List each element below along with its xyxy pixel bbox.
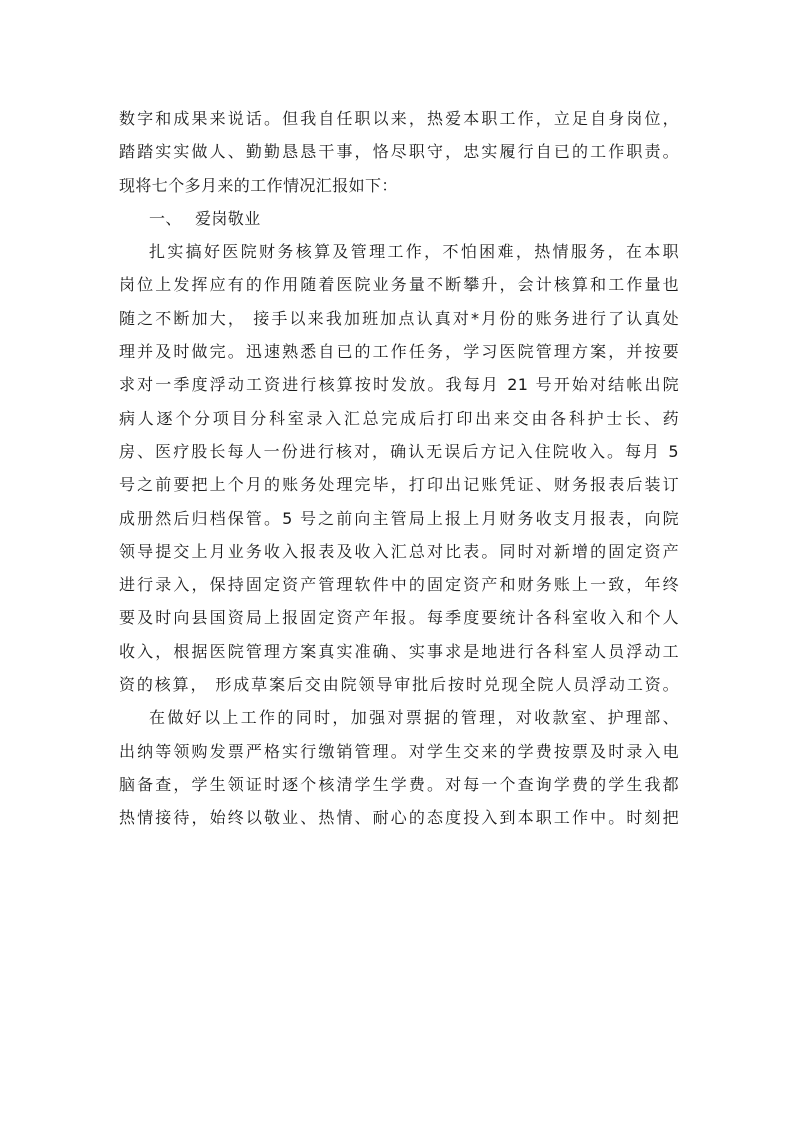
section-heading-number: 一、 — [149, 208, 182, 228]
text-line: 资的核算， 形成草案后交由院领导审批后按时兑现全院人员浮动工资。 — [119, 675, 679, 695]
text-line: 病人逐个分项目分科室录入汇总完成后打印出来交由各科护士长、药 — [119, 408, 679, 428]
section-heading — [119, 202, 679, 235]
document-body — [119, 102, 679, 835]
text-line: 数字和成果来说话。但我自任职以来，热爱本职工作，立足自身岗位， — [119, 109, 679, 128]
text-line: 现将七个多月来的工作情况汇报如下： — [119, 175, 398, 195]
text-line: 进行录入，保持固定资产管理软件中的固定资产和财务账上一致，年终 — [119, 575, 679, 595]
text-line: 求对一季度浮动工资进行核算按时发放。我每月 21 号开始对结帐出院 — [119, 375, 679, 395]
text-line: 出纳等领购发票严格实行缴销管理。对学生交来的学费按票及时录入电 — [119, 741, 679, 761]
text-line: 号之前要把上个月的账务处理完毕，打印出记账凭证、财务报表后装订 — [119, 475, 679, 495]
text-line: 领导提交上月业务收入报表及收入汇总对比表。同时对新增的固定资产 — [119, 541, 679, 561]
section-heading-title: 爱岗敬业 — [195, 208, 261, 228]
text-line: 房、医疗股长每人一份进行核对，确认无误后方记入住院收入。每月 5 — [119, 441, 679, 461]
text-line: 成册然后归档保管。5 号之前向主管局上报上月财务收支月报表，向院 — [119, 508, 679, 528]
text-line: 要及时向县国资局上报固定资产年报。每季度要统计各科室收入和个人 — [119, 608, 679, 628]
text-line: 热情接待，始终以敬业、热情、耐心的态度投入到本职工作中。时刻把 — [119, 808, 679, 828]
text-line: 踏踏实实做人、勤勤恳恳干事，恪尽职守，忠实履行自已的工作职责。 — [119, 142, 679, 162]
paragraph-first-line: 扎实搞好医院财务核算及管理工作，不怕困难，热情服务，在本职 — [149, 242, 679, 262]
text-line: 收入，根据医院管理方案真实准确、实事求是地进行各科室人员浮动工 — [119, 641, 679, 661]
text-line: 脑备查，学生领证时逐个核清学生学费。对每一个查询学费的学生我都 — [119, 774, 679, 794]
text-line: 随之不断加大， 接手以来我加班加点认真对*月份的账务进行了认真处 — [119, 308, 679, 328]
text-line: 岗位上发挥应有的作用随着医院业务量不断攀升，会计核算和工作量也 — [119, 275, 679, 295]
text-line: 理并及时做完。迅速熟悉自已的工作任务，学习医院管理方案，并按要 — [119, 342, 679, 362]
paragraph-first-line: 在做好以上工作的同时，加强对票据的管理，对收款室、护理部、 — [149, 708, 679, 728]
